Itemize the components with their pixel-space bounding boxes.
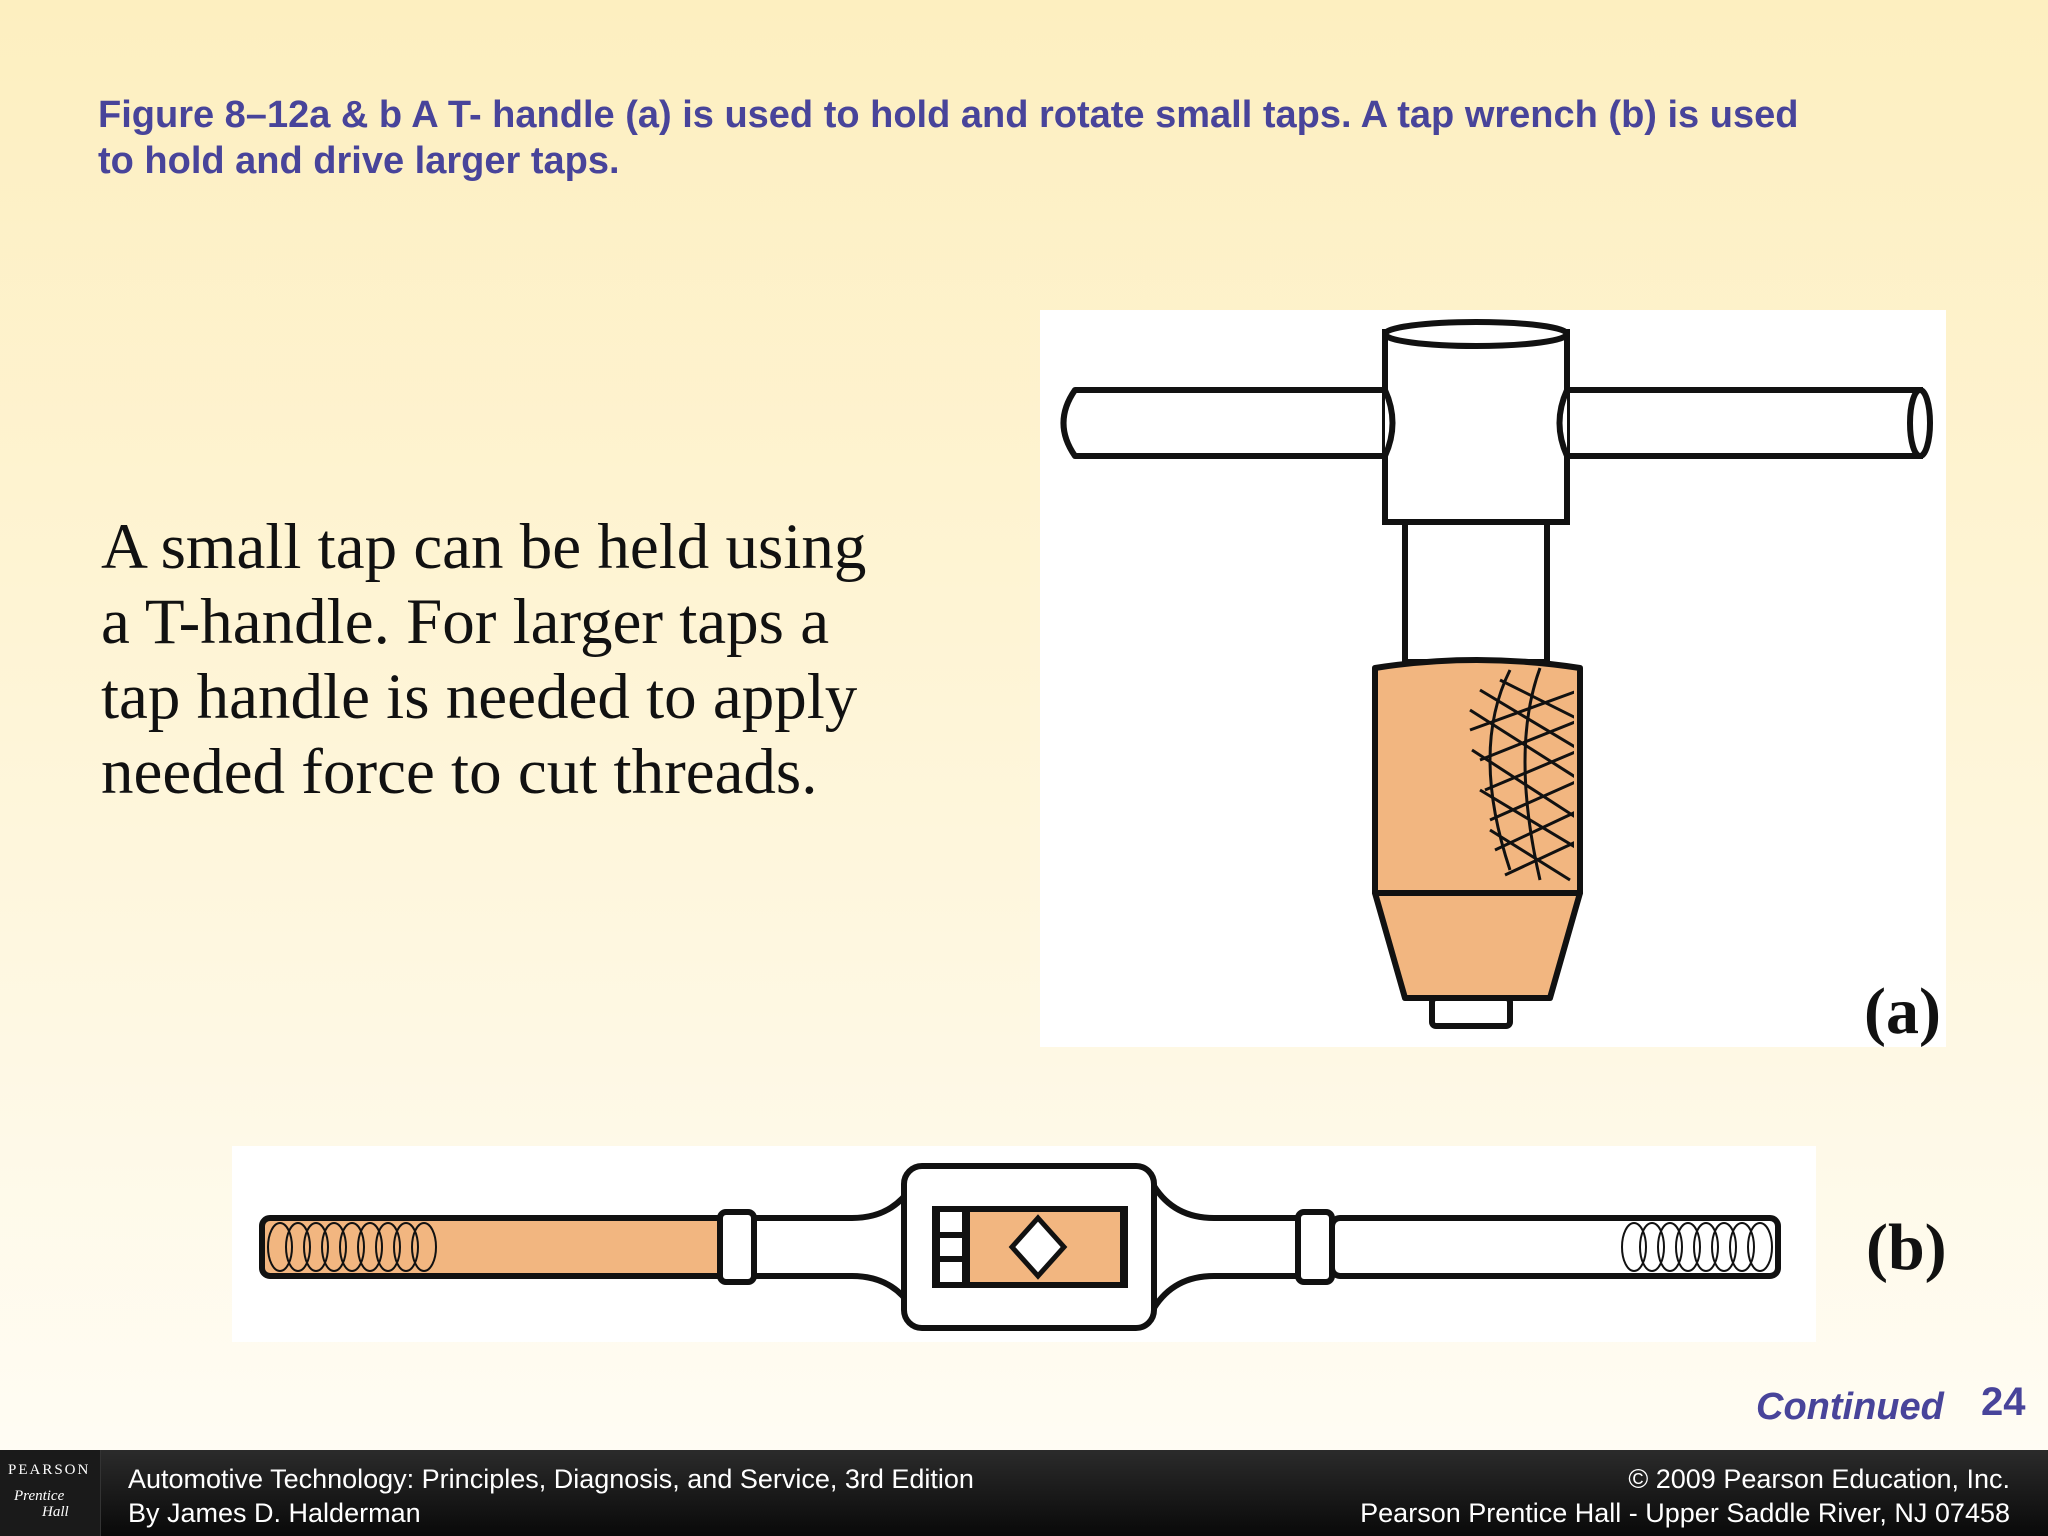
t-handle-illustration	[1040, 310, 1946, 1047]
footer-author: By James D. Halderman	[128, 1498, 421, 1528]
footer-book-title: Automotive Technology: Principles, Diagnosis, and Service, 3rd Edition	[128, 1464, 974, 1494]
page-number: 24	[1981, 1380, 2026, 1424]
body-line-2: a T-handle. For larger taps a	[101, 586, 830, 658]
footer-copyright: © 2009 Pearson Education, Inc.	[1628, 1464, 2010, 1494]
tap-wrench-figure	[232, 1146, 1816, 1342]
figure-caption	[98, 92, 1978, 184]
body-text	[101, 510, 961, 810]
footer-book-info	[128, 1462, 974, 1530]
body-line-3: tap handle is needed to apply	[101, 661, 858, 733]
pearson-prentice-hall-logo	[0, 1450, 101, 1536]
continued-label: Continued	[1756, 1386, 1944, 1428]
footer-bar	[0, 1450, 2048, 1536]
logo-pearson-text: PEARSON	[8, 1462, 91, 1478]
figure-b-label: (b)	[1866, 1211, 1947, 1284]
figure-a-label: (a)	[1864, 975, 1941, 1048]
logo-prentice: Prentice	[14, 1488, 65, 1504]
t-handle-figure	[1040, 310, 1946, 1047]
caption-line-1: Figure 8–12a & b A T- handle (a) is used to hold and rotate small taps. A tap wrench (b) is used	[98, 94, 1799, 136]
caption-line-2: to hold and drive larger taps.	[98, 140, 620, 182]
body-line-4: needed force to cut threads.	[101, 736, 818, 808]
logo-prentice-hall-text	[14, 1488, 69, 1520]
footer-publisher-info	[1360, 1462, 2010, 1530]
footer-publisher: Pearson Prentice Hall - Upper Saddle River, NJ 07458	[1360, 1498, 2010, 1528]
tap-wrench-illustration	[232, 1146, 1816, 1342]
logo-hall: Hall	[42, 1504, 69, 1520]
body-line-1: A small tap can be held using	[101, 511, 867, 583]
